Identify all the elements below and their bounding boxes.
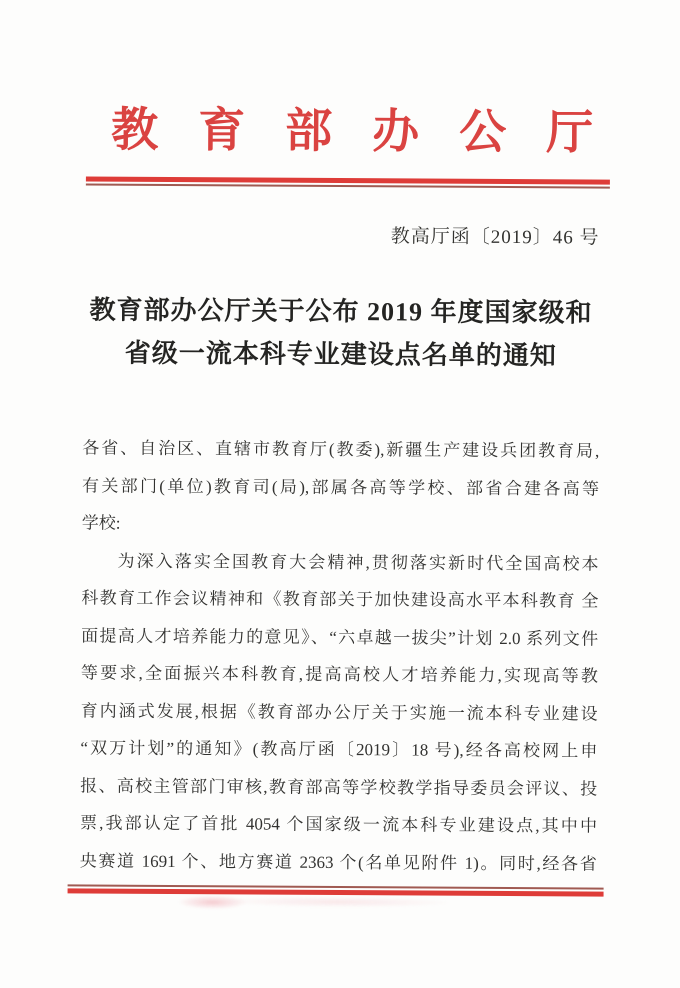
body-line: 央赛道 1691 个、地方赛道 2363 个(名单见附件 1)。同时,经各省 — [79, 850, 597, 874]
body-line: 各省、自治区、直辖市教育厅(教委),新疆生产建设兵团教育局, — [82, 438, 600, 461]
body-line: 票,我部认定了首批 4054 个国家级一流本科专业建设点,其中中 — [79, 813, 598, 836]
rule-thick-line — [68, 888, 604, 896]
body-line: 有关部门(单位)教育司(局),部属各高等学校、部省合建各高等 — [81, 475, 600, 499]
scan-ink-smudge — [227, 896, 447, 907]
body-line: 育内涵式发展,根据《教育部办公厅关于实施一流本科专业建设 — [80, 700, 598, 724]
document-reference-number: 教高厅函〔2019〕46 号 — [390, 226, 600, 249]
body-line: 为深入落实全国教育大会精神,贯彻落实新时代全国高校本 — [117, 551, 599, 574]
notice-title-line-1: 教育部办公厅关于公布 2019 年度国家级和 — [89, 295, 593, 328]
notice-title-line-2: 省级一流本科专业建设点名单的通知 — [124, 338, 557, 371]
body-line: 科教育工作会议精神和《教育部关于加快建设高水平本科教育 全 — [81, 588, 599, 611]
letterhead-agency-title: 教育部办公厅 — [111, 104, 634, 160]
body-line: 报、高校主管部门审核,教育部高等学校教学指导委员会评议、投 — [80, 775, 598, 799]
notice-body — [80, 429, 600, 882]
body-line: “双万计划”的通知》(教高厅函〔2019〕18 号),经各高校网上申 — [80, 738, 598, 761]
rule-thin-line — [86, 183, 610, 188]
body-line: 学校: — [81, 513, 121, 533]
body-line: 等要求,全面振兴本科教育,提高高校人才培养能力,实现高等教 — [80, 663, 598, 686]
footer-divider-rule — [68, 884, 604, 896]
letterhead-divider-rule — [86, 176, 610, 188]
notice-title — [1, 288, 680, 378]
body-line: 面提高人才培养能力的意见》、“六卓越一拔尖”计划 2.0 系列文件 — [81, 625, 599, 649]
